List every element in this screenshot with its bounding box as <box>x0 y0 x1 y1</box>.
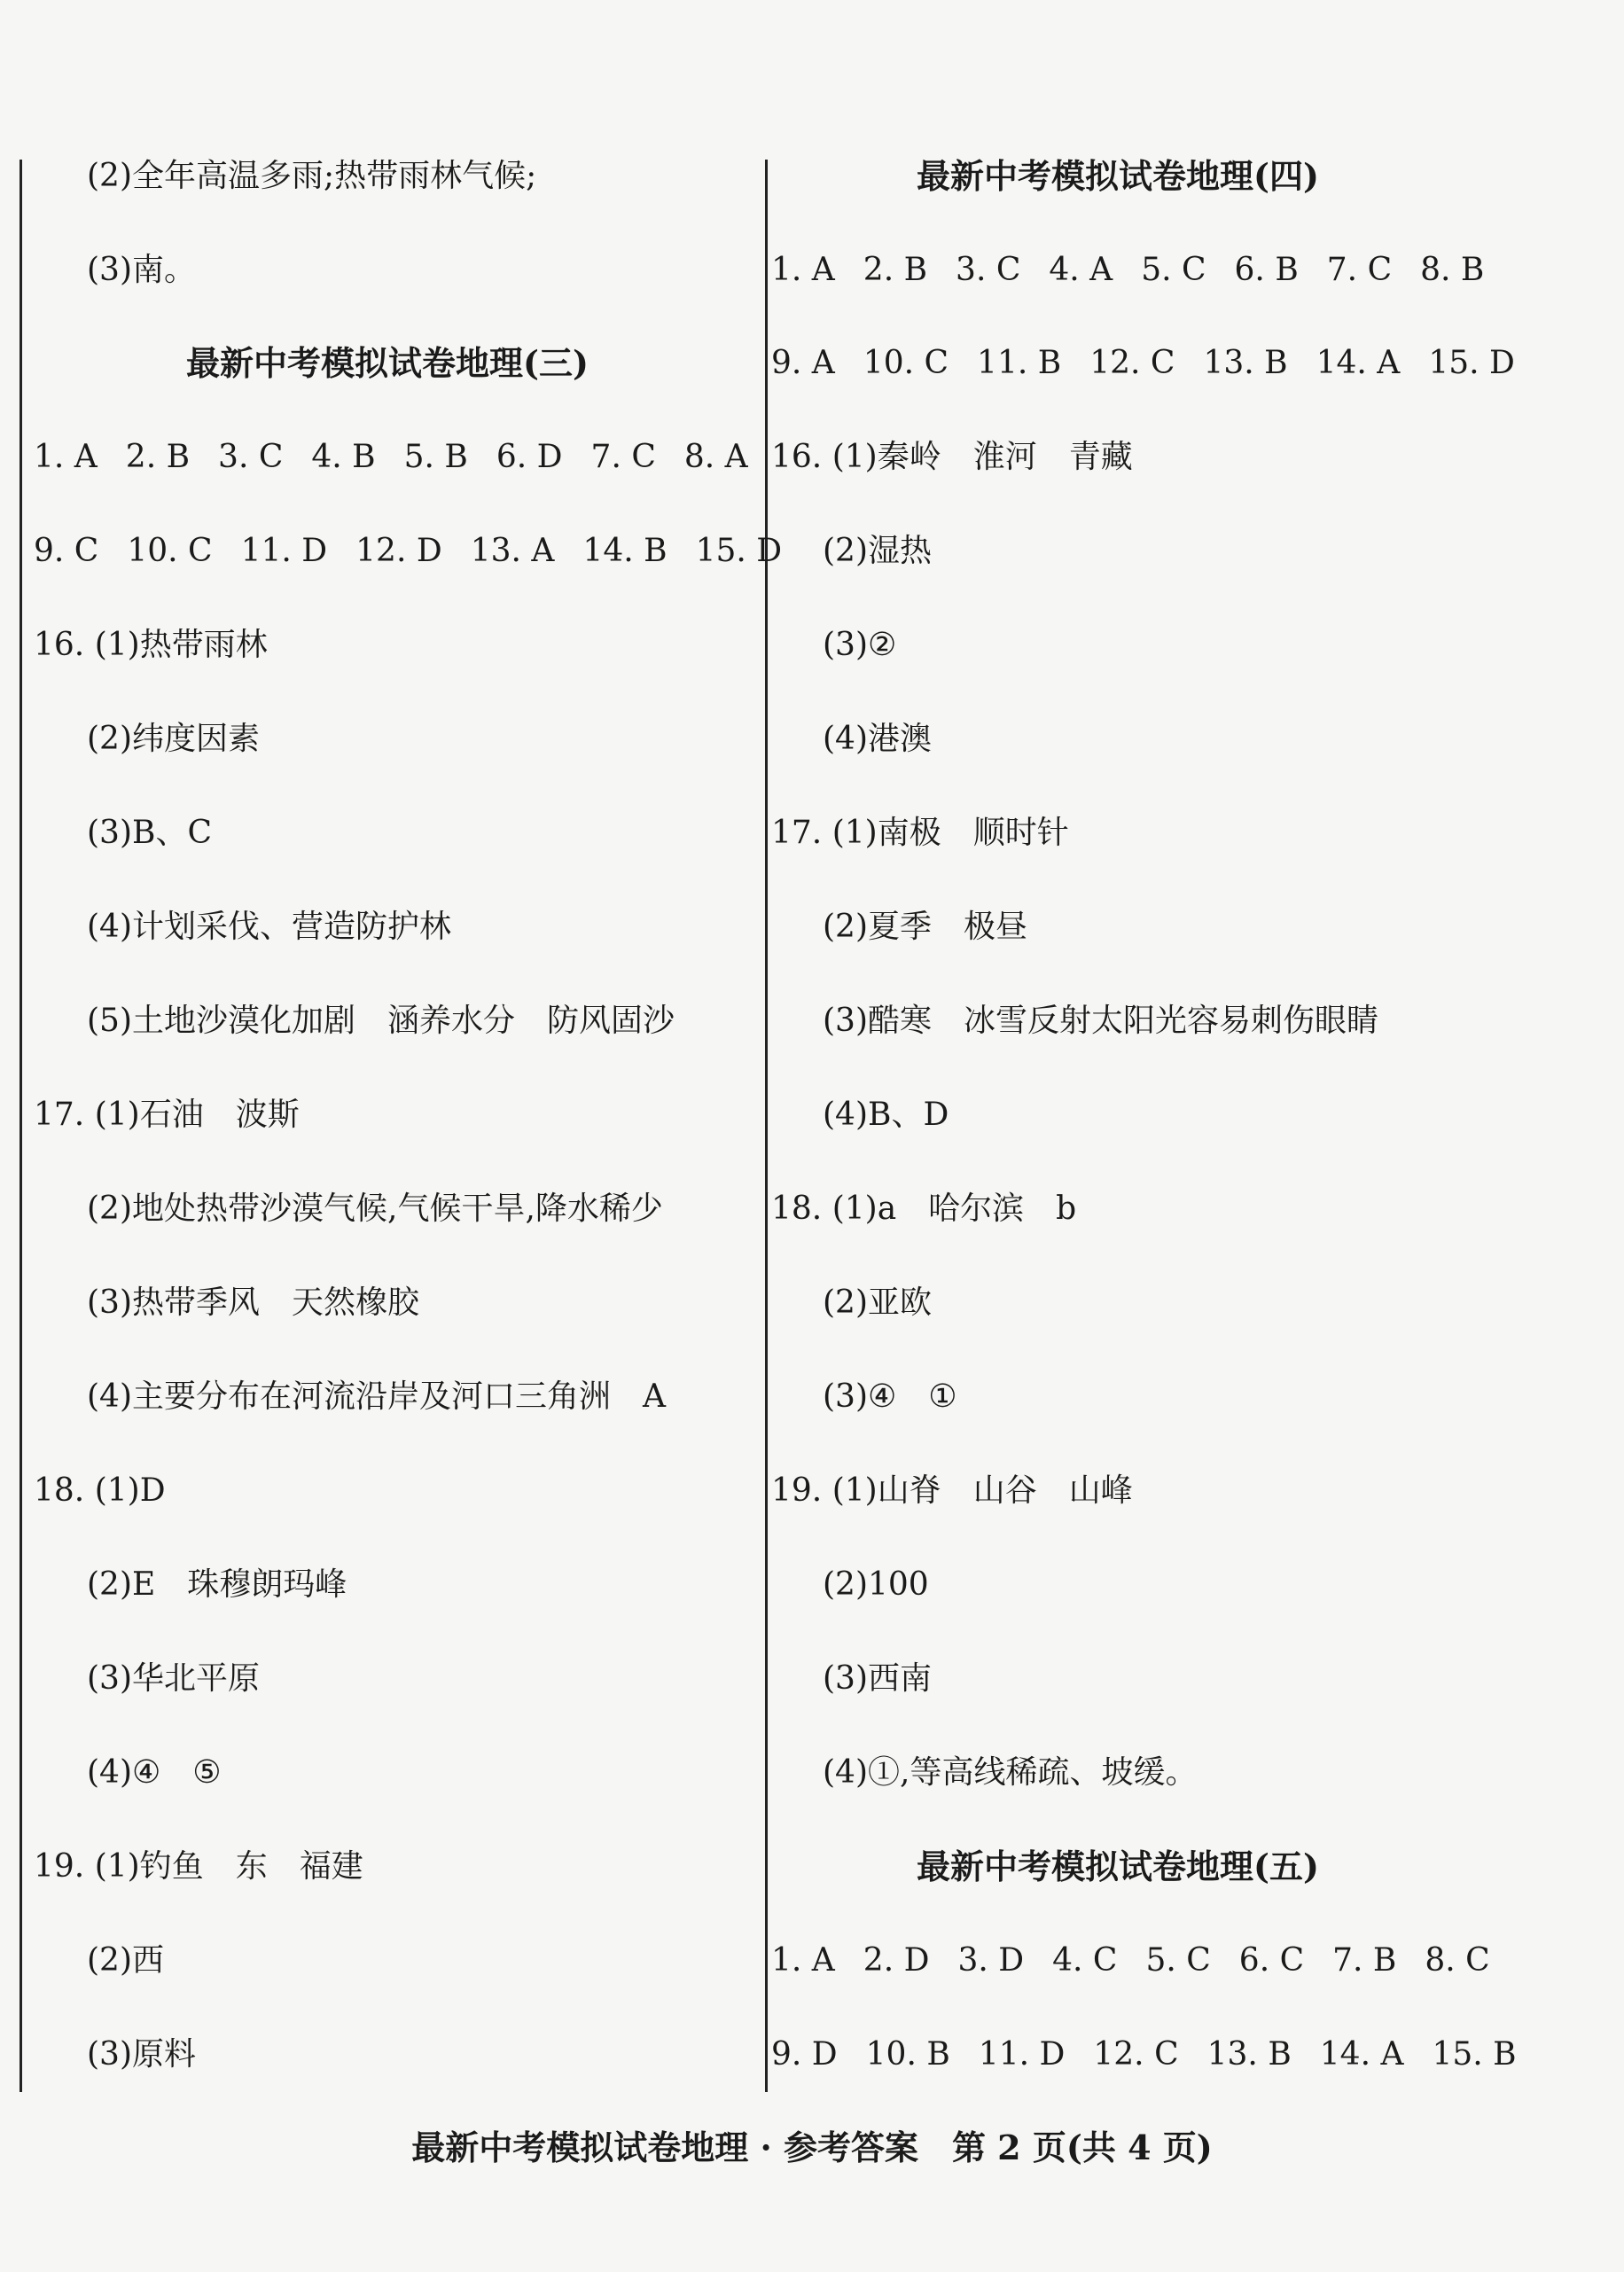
answer-line: (3)④ ① <box>823 1378 957 1415</box>
answer-line: (3)热带季风 天然橡胶 <box>87 1284 419 1321</box>
answer-line: (3)西南 <box>823 1660 932 1697</box>
answer-line: 18. (1)a 哈尔滨 b <box>771 1191 1077 1227</box>
mc-answer: 9. C <box>34 533 99 569</box>
mc-answers-3b <box>34 532 810 571</box>
mc-answers-5b <box>771 2035 1545 2074</box>
section-title-3: 最新中考模拟试卷地理(三) <box>186 343 589 383</box>
mc-answer: 5. C <box>1141 252 1206 288</box>
mc-answer: 10. B <box>865 2036 950 2073</box>
mc-answer: 15. D <box>695 533 783 569</box>
answer-line: (4)主要分布在河流沿岸及河口三角洲 A <box>87 1378 666 1415</box>
answer-line: (4)④ ⑤ <box>87 1754 222 1791</box>
answer-line: 19. (1)钓鱼 东 福建 <box>34 1848 363 1885</box>
answer-line: (3)B、C <box>87 815 212 851</box>
answer-line: (2)湿热 <box>823 533 932 569</box>
mc-answer: 12. D <box>355 533 442 569</box>
mc-answer: 13. B <box>1206 2036 1292 2073</box>
mc-answer: 11. D <box>240 533 328 569</box>
mc-answers-5a <box>771 1941 1519 1980</box>
mc-answer: 5. B <box>403 439 468 475</box>
mc-answer: 7. C <box>590 439 656 475</box>
mc-answer: 13. A <box>470 533 555 569</box>
mc-answer: 14. A <box>1319 2036 1404 2073</box>
mc-answer: 8. B <box>1420 252 1485 288</box>
mc-answer: 8. C <box>1425 1942 1490 1979</box>
mc-answer: 2. D <box>863 1942 930 1979</box>
section-title-4: 最新中考模拟试卷地理(四) <box>917 156 1319 196</box>
answer-line: (4)①,等高线稀疏、坡缓。 <box>823 1754 1198 1791</box>
mc-answer: 5. C <box>1145 1942 1211 1979</box>
mc-answer: 14. B <box>582 533 668 569</box>
answer-line: (3)② <box>823 627 897 663</box>
left-margin-rule <box>20 160 22 2092</box>
answer-line: (3)原料 <box>87 2036 196 2073</box>
mc-answer: 3. D <box>957 1942 1025 1979</box>
answer-line: (3)酷寒 冰雪反射太阳光容易刺伤眼睛 <box>823 1003 1378 1039</box>
mc-answer: 1. A <box>771 252 835 288</box>
answer-line: (4)港澳 <box>823 721 932 757</box>
mc-answer: 12. C <box>1093 2036 1179 2073</box>
mc-answer: 15. D <box>1428 345 1515 381</box>
mc-answer: 9. A <box>771 345 835 381</box>
answer-line: (2)西 <box>87 1942 164 1979</box>
mc-answers-4a <box>771 251 1512 290</box>
mc-answer: 13. B <box>1203 345 1288 381</box>
mc-answer: 15. B <box>1432 2036 1517 2073</box>
mc-answer: 12. C <box>1089 345 1175 381</box>
mc-answer: 2. B <box>125 439 191 475</box>
answer-line: (2)100 <box>823 1566 929 1603</box>
mc-answers-3a <box>34 438 777 477</box>
answer-line: (5)土地沙漠化加剧 涵养水分 防风固沙 <box>87 1003 675 1039</box>
mc-answer: 14. A <box>1316 345 1401 381</box>
mc-answer: 4. B <box>311 439 376 475</box>
mc-answer: 10. C <box>863 345 949 381</box>
mc-answer: 6. D <box>496 439 563 475</box>
mc-answer: 4. C <box>1052 1942 1118 1979</box>
mc-answer: 3. C <box>218 439 284 475</box>
mc-answers-4b <box>771 344 1543 383</box>
answer-line: (2)E 珠穆朗玛峰 <box>87 1566 347 1603</box>
mc-answer: 7. B <box>1332 1942 1397 1979</box>
answer-line: 19. (1)山脊 山谷 山峰 <box>771 1472 1133 1509</box>
mc-answer: 11. D <box>978 2036 1066 2073</box>
answer-line: (3)南。 <box>87 252 196 288</box>
answer-line: (2)夏季 极昼 <box>823 909 1027 945</box>
answer-line: (2)纬度因素 <box>87 721 260 757</box>
mc-answer: 1. A <box>34 439 98 475</box>
answer-line: 17. (1)石油 波斯 <box>34 1097 300 1133</box>
answer-line: 16. (1)秦岭 淮河 青藏 <box>771 439 1133 475</box>
mc-answer: 2. B <box>863 252 928 288</box>
answer-line: (2)亚欧 <box>823 1284 932 1321</box>
mc-answer: 6. C <box>1238 1942 1305 1979</box>
mc-answer: 7. C <box>1326 252 1393 288</box>
answer-line: (2)全年高温多雨;热带雨林气候; <box>87 158 537 194</box>
mc-answer: 9. D <box>771 2036 838 2073</box>
answer-line: (4)B、D <box>823 1097 949 1133</box>
answer-line: (2)地处热带沙漠气候,气候干旱,降水稀少 <box>87 1191 663 1227</box>
answer-line: 18. (1)D <box>34 1472 166 1509</box>
section-title-5: 最新中考模拟试卷地理(五) <box>917 1846 1319 1886</box>
mc-answer: 6. B <box>1234 252 1299 288</box>
mc-answer: 8. A <box>683 439 748 475</box>
mc-answer: 1. A <box>771 1942 835 1979</box>
answer-line: (3)华北平原 <box>87 1660 260 1697</box>
mc-answer: 3. C <box>956 252 1021 288</box>
answer-line: (4)计划采伐、营造防护林 <box>87 909 451 945</box>
mc-answer: 10. C <box>127 533 213 569</box>
mc-answer: 11. B <box>977 345 1062 381</box>
answer-line: 16. (1)热带雨林 <box>34 627 268 663</box>
mc-answer: 4. A <box>1049 252 1113 288</box>
answer-line: 17. (1)南极 顺时针 <box>771 815 1069 851</box>
page-footer: 最新中考模拟试卷地理 · 参考答案 第 2 页(共 4 页) <box>411 2128 1213 2167</box>
